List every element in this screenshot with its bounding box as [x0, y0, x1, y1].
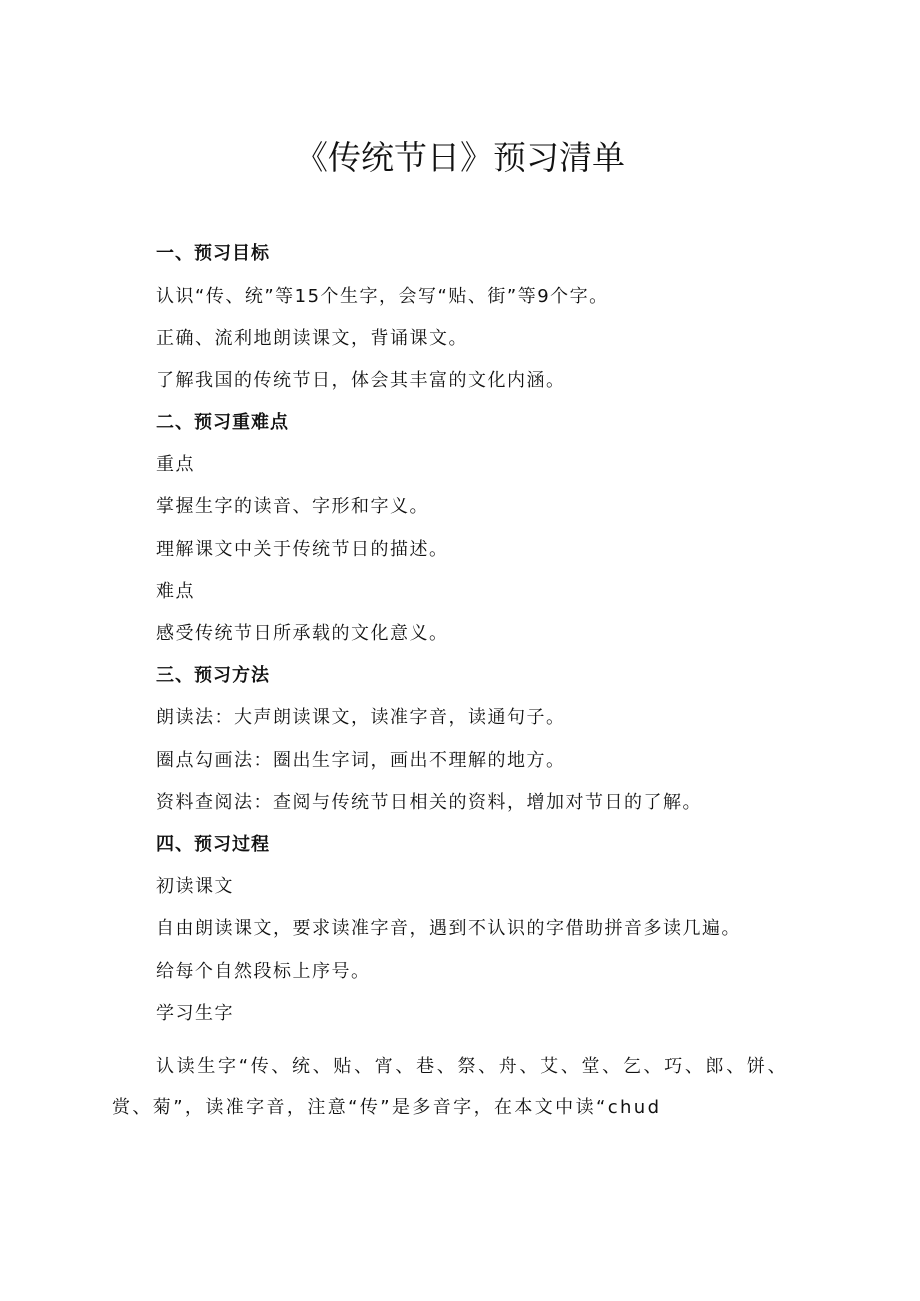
process-paragraph-characters: 认读生字“传、统、贴、宵、巷、祭、舟、艾、堂、乞、巧、郎、饼、赏、菊”，读准字音，注意“传”是多音字，在本文中读“chud — [112, 1056, 788, 1118]
subheading-learn-characters: 学习生字 — [156, 1003, 234, 1024]
process-line-1: 自由朗读课文，要求读准字音，遇到不认识的字借助拼音多读几遍。 — [156, 918, 741, 939]
section-heading-process: 四、预习过程 — [156, 834, 270, 855]
goal-line-3: 了解我国的传统节日，体会其丰富的文化内涵。 — [156, 370, 566, 391]
goal-line-1: 认识“传、统”等15个生字，会写“贴、街”等9个字。 — [156, 286, 609, 307]
method-line-2: 圈点勾画法：圈出生字词，画出不理解的地方。 — [156, 750, 566, 771]
difficult-line-1: 感受传统节日所承载的文化意义。 — [156, 623, 449, 644]
key-line-1: 掌握生字的读音、字形和字义。 — [156, 496, 429, 517]
subheading-first-reading: 初读课文 — [156, 876, 234, 897]
subheading-key: 重点 — [156, 454, 195, 475]
section-heading-methods: 三、预习方法 — [156, 665, 270, 686]
key-line-2: 理解课文中关于传统节日的描述。 — [156, 539, 449, 560]
section-heading-key-points: 二、预习重难点 — [156, 412, 289, 433]
method-line-1: 朗读法：大声朗读课文，读准字音，读通句子。 — [156, 707, 566, 728]
section-heading-goals: 一、预习目标 — [156, 243, 270, 264]
subheading-difficult: 难点 — [156, 581, 195, 602]
method-line-3: 资料查阅法：查阅与传统节日相关的资料，增加对节日的了解。 — [156, 792, 702, 813]
document-title: 《传统节日》预习清单 — [295, 138, 625, 177]
goal-line-2: 正确、流利地朗读课文，背诵课文。 — [156, 328, 468, 349]
process-line-2: 给每个自然段标上序号。 — [156, 961, 371, 982]
